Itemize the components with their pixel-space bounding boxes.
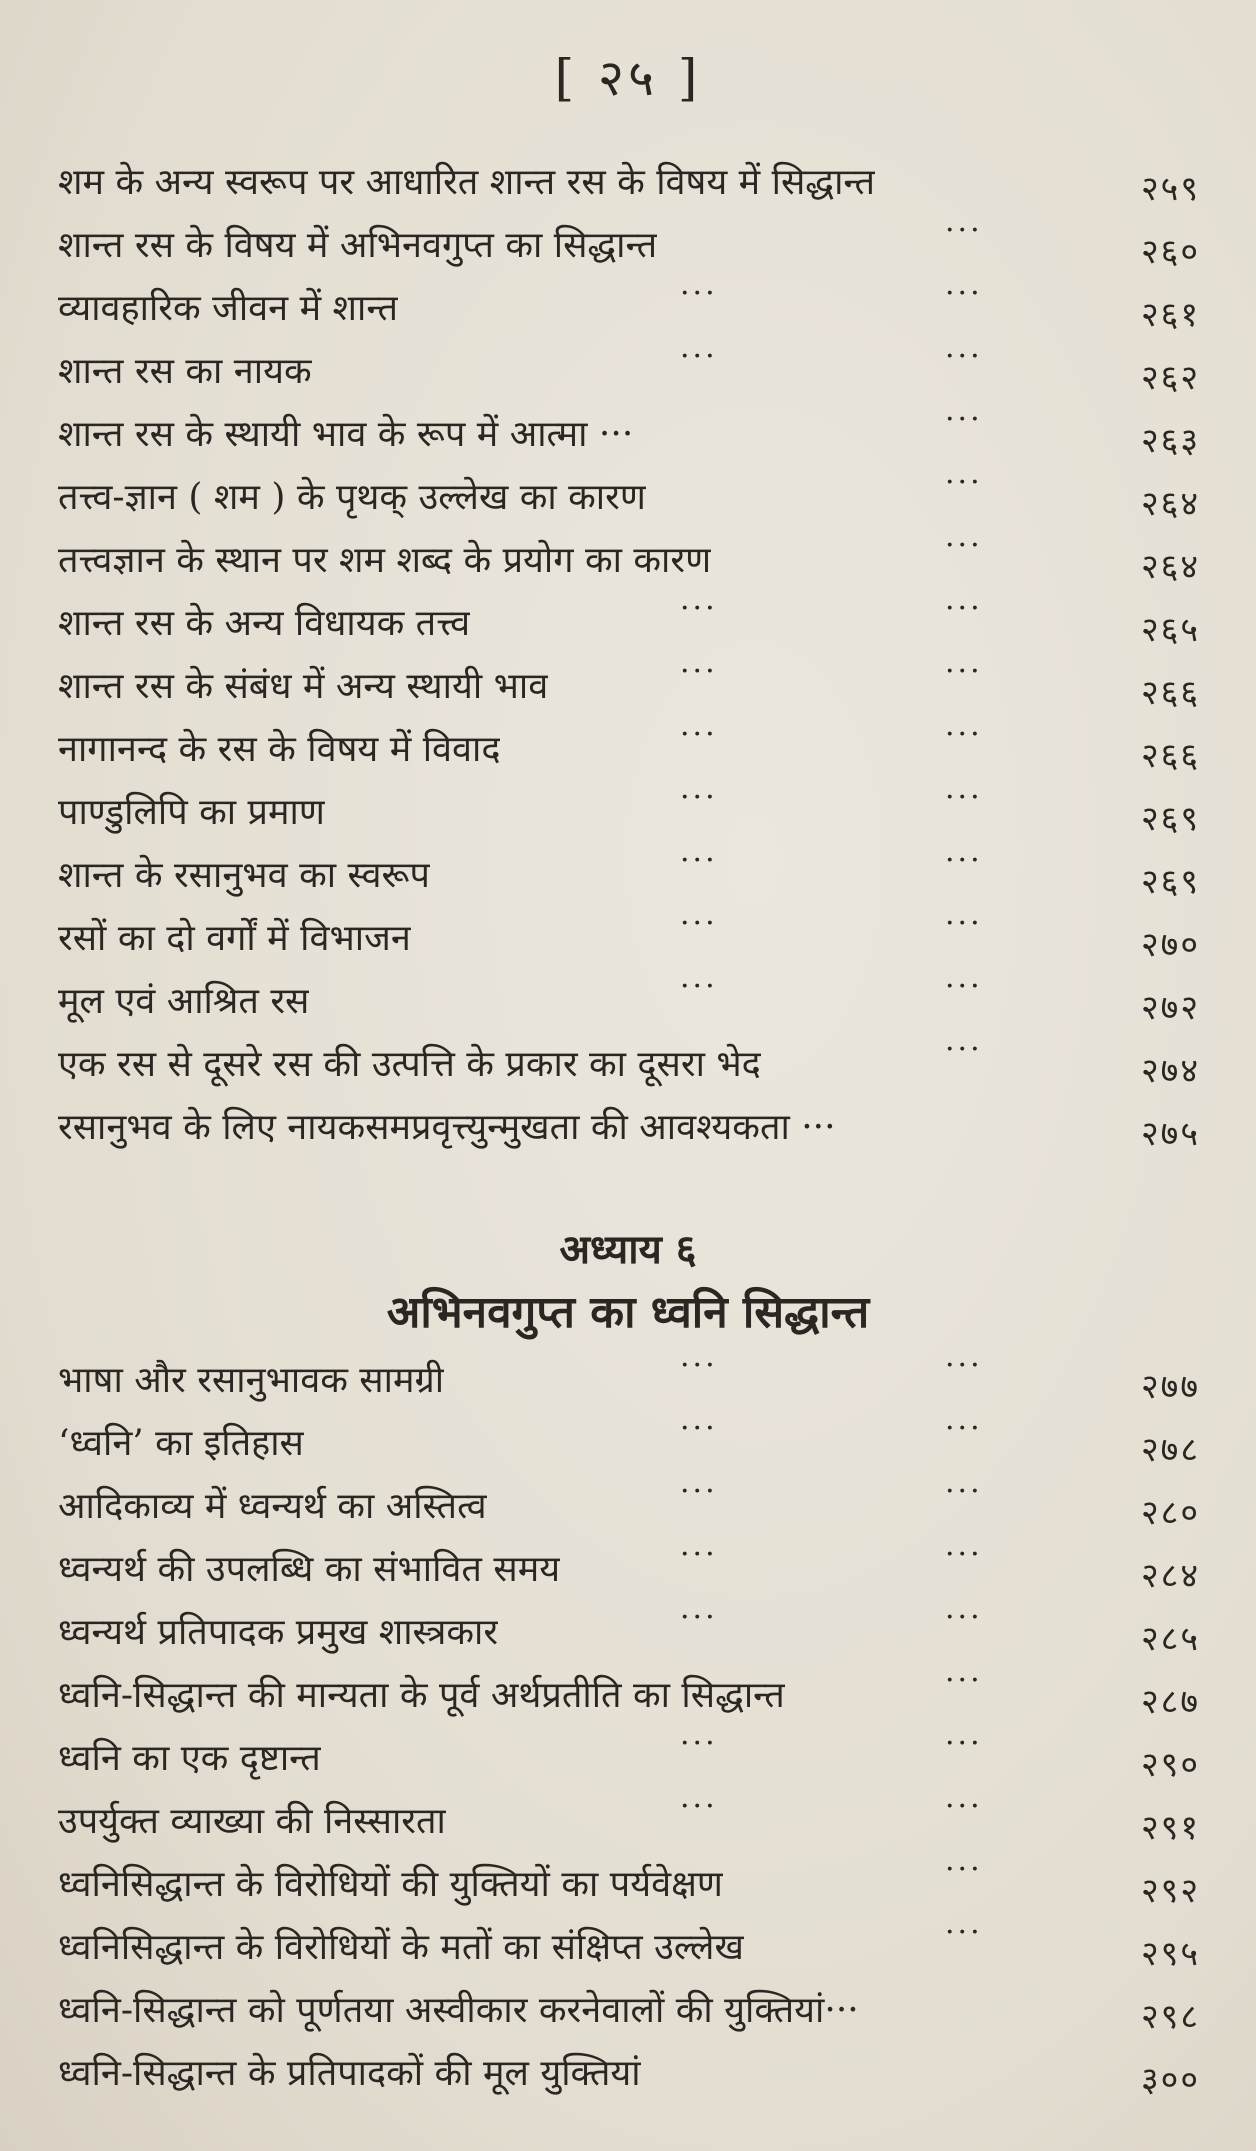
leader-dots: ···: [945, 717, 983, 752]
toc-entry-page: २६१: [1140, 295, 1200, 335]
toc-entry-page: २७५: [1140, 1114, 1200, 1154]
toc-entry-title: आदिकाव्य में ध्वन्यर्थ का अस्तित्व: [58, 1486, 487, 1527]
toc-entry: [40, 1348, 1220, 1411]
leader-dots: ···: [945, 1537, 983, 1572]
toc-entry-page: २९०: [1140, 1745, 1200, 1785]
leader-dots: ···: [945, 1474, 983, 1509]
toc-entry-page: २५९: [1140, 169, 1200, 209]
toc-entry-page: २६५: [1140, 610, 1200, 650]
leader-dots: ···: [680, 1411, 718, 1446]
toc-entry-title: नागानन्द के रस के विषय में विवाद: [58, 729, 501, 770]
leader-dots: ···: [680, 1600, 718, 1635]
toc-entry-title: शम के अन्य स्वरूप पर आधारित शान्त रस के विषय में सिद्धान्त: [58, 162, 876, 203]
leader-dots: ···: [680, 843, 718, 878]
toc-section-2: [40, 1348, 1220, 2104]
toc-entry-title: शान्त रस के अन्य विधायक तत्त्व: [58, 603, 471, 644]
toc-entry: [40, 1789, 1220, 1852]
toc-entry: [40, 339, 1220, 402]
toc-entry-page: २७८: [1140, 1430, 1200, 1470]
leader-dots: ···: [945, 1852, 983, 1887]
toc-entry: [40, 906, 1220, 969]
toc-entry: [40, 2041, 1220, 2104]
toc-entry-title: भाषा और रसानुभावक सामग्री: [58, 1360, 445, 1401]
toc-entry-title: तत्त्वज्ञान के स्थान पर शम शब्द के प्रयोग का कारण: [58, 540, 712, 581]
leader-dots: ···: [945, 465, 983, 500]
leader-dots: ···: [945, 906, 983, 941]
leader-dots: ···: [945, 1789, 983, 1824]
page-number: [ २५ ]: [554, 49, 702, 107]
toc-entry-page: २६२: [1140, 358, 1200, 398]
toc-entry-title: ध्वनिसिद्धान्त के विरोधियों की युक्तियों का पर्यवेक्षण: [58, 1864, 723, 1905]
toc-entry-title: ‘ध्वनि’ का इतिहास: [58, 1423, 304, 1464]
toc-entry-page: २७७: [1140, 1367, 1200, 1407]
toc-entry: [40, 1032, 1220, 1095]
leader-dots: ···: [945, 843, 983, 878]
leader-dots: ···: [945, 213, 983, 248]
leader-dots: ···: [945, 1348, 983, 1383]
leader-dots: ···: [680, 906, 718, 941]
toc-entry: [40, 1915, 1220, 1978]
toc-entry: [40, 1537, 1220, 1600]
leader-dots: ···: [680, 780, 718, 815]
toc-section-1: [40, 150, 1220, 1158]
toc-entry: [40, 1095, 1220, 1158]
toc-entry-page: २८५: [1140, 1619, 1200, 1659]
toc-entry-title: ध्वनि-सिद्धान्त को पूर्णतया अस्वीकार करनेवालों की युक्तियां···: [58, 1990, 859, 2031]
leader-dots: ···: [680, 969, 718, 1004]
leader-dots: ···: [680, 1537, 718, 1572]
toc-entry-page: २९२: [1140, 1871, 1200, 1911]
toc-entry-title: शान्त रस का नायक: [58, 351, 312, 392]
toc-entry-title: ध्वनि-सिद्धान्त की मान्यता के पूर्व अर्थप्रतीति का सिद्धान्त: [58, 1675, 785, 1716]
toc-entry-title: एक रस से दूसरे रस की उत्पत्ति के प्रकार का दूसरा भेद: [58, 1044, 761, 1085]
toc-entry: [40, 1411, 1220, 1474]
toc-entry: [40, 465, 1220, 528]
toc-entry-title: पाण्डुलिपि का प्रमाण: [58, 792, 325, 833]
leader-dots: ···: [680, 654, 718, 689]
toc-entry: [40, 402, 1220, 465]
leader-dots: ···: [945, 1411, 983, 1446]
toc-entry-title: रसानुभव के लिए नायकसमप्रवृत्त्युन्मुखता की आवश्यकता ···: [58, 1107, 836, 1148]
toc-entry: [40, 591, 1220, 654]
toc-entry: [40, 1852, 1220, 1915]
toc-entry-page: ३००: [1140, 2060, 1200, 2100]
toc-entry-page: २६९: [1140, 799, 1200, 839]
toc-entry-page: २६९: [1140, 862, 1200, 902]
toc-entry-title: ध्वन्यर्थ की उपलब्धि का संभावित समय: [58, 1549, 561, 1590]
toc-entry-page: २६६: [1140, 673, 1200, 713]
chapter-label: अध्याय ६: [559, 1226, 697, 1273]
toc-entry-page: २६४: [1140, 484, 1200, 524]
leader-dots: ···: [945, 1600, 983, 1635]
leader-dots: ···: [680, 339, 718, 374]
toc-entry-title: रसों का दो वर्गों में विभाजन: [58, 918, 411, 959]
leader-dots: ···: [680, 276, 718, 311]
toc-entry: [40, 717, 1220, 780]
leader-dots: ···: [945, 1032, 983, 1067]
toc-entry-title: व्यावहारिक जीवन में शान्त: [58, 288, 398, 329]
leader-dots: ···: [945, 528, 983, 563]
toc-entry: [40, 1600, 1220, 1663]
leader-dots: ···: [945, 1915, 983, 1950]
toc-entry-page: २६३: [1140, 421, 1200, 461]
toc-entry: [40, 969, 1220, 1032]
toc-entry-title: शान्त रस के विषय में अभिनवगुप्त का सिद्धान्त: [58, 225, 658, 266]
leader-dots: ···: [945, 654, 983, 689]
toc-entry: [40, 1978, 1220, 2041]
toc-entry-page: २७०: [1140, 925, 1200, 965]
toc-entry-title: उपर्युक्त व्याख्या की निस्सारता: [58, 1801, 446, 1842]
toc-entry-page: २७४: [1140, 1051, 1200, 1091]
toc-entry-title: मूल एवं आश्रित रस: [58, 981, 310, 1022]
toc-entry: [40, 528, 1220, 591]
toc-entry-page: २६४: [1140, 547, 1200, 587]
toc-entry-page: २८४: [1140, 1556, 1200, 1596]
toc-entry-page: २९५: [1140, 1934, 1200, 1974]
toc-entry-title: शान्त रस के संबंध में अन्य स्थायी भाव: [58, 666, 549, 707]
toc-entry-page: २६०: [1140, 232, 1200, 272]
leader-dots: ···: [945, 591, 983, 626]
leader-dots: ···: [945, 969, 983, 1004]
leader-dots: ···: [680, 1474, 718, 1509]
leader-dots: ···: [945, 339, 983, 374]
leader-dots: ···: [680, 717, 718, 752]
leader-dots: ···: [680, 1348, 718, 1383]
leader-dots: ···: [945, 276, 983, 311]
toc-entry-title: ध्वन्यर्थ प्रतिपादक प्रमुख शास्त्रकार: [58, 1612, 499, 1653]
leader-dots: ···: [945, 1726, 983, 1761]
toc-entry: [40, 150, 1220, 213]
leader-dots: ···: [680, 1726, 718, 1761]
toc-entry-page: २८७: [1140, 1682, 1200, 1722]
toc-entry-title: शान्त रस के स्थायी भाव के रूप में आत्मा ···: [58, 414, 634, 455]
leader-dots: ···: [680, 1789, 718, 1824]
toc-entry-title: शान्त के रसानुभव का स्वरूप: [58, 855, 430, 896]
toc-entry-title: ध्वनि-सिद्धान्त के प्रतिपादकों की मूल युक्तियां: [58, 2053, 641, 2094]
toc-entry-page: २६६: [1140, 736, 1200, 776]
toc-entry: [40, 843, 1220, 906]
toc-entry: [40, 213, 1220, 276]
toc-entry: [40, 1663, 1220, 1726]
toc-entry: [40, 780, 1220, 843]
toc-entry-title: ध्वनिसिद्धान्त के विरोधियों के मतों का संक्षिप्त उल्लेख: [58, 1927, 744, 1968]
chapter-title: अभिनवगुप्त का ध्वनि सिद्धान्त: [386, 1287, 870, 1338]
leader-dots: ···: [945, 1663, 983, 1698]
leader-dots: ···: [945, 780, 983, 815]
toc-entry-page: २९८: [1140, 1997, 1200, 2037]
toc-entry-page: २८०: [1140, 1493, 1200, 1533]
toc-entry-title: ध्वनि का एक दृष्टान्त: [58, 1738, 321, 1779]
toc-entry: [40, 654, 1220, 717]
toc-entry: [40, 1474, 1220, 1537]
toc-entry: [40, 1726, 1220, 1789]
toc-entry-page: २९१: [1140, 1808, 1200, 1848]
toc-entry: [40, 276, 1220, 339]
toc-entry-page: २७२: [1140, 988, 1200, 1028]
toc-entry-title: तत्त्व-ज्ञान ( शम ) के पृथक् उल्लेख का कारण: [58, 477, 646, 518]
leader-dots: ···: [680, 591, 718, 626]
leader-dots: ···: [945, 402, 983, 437]
